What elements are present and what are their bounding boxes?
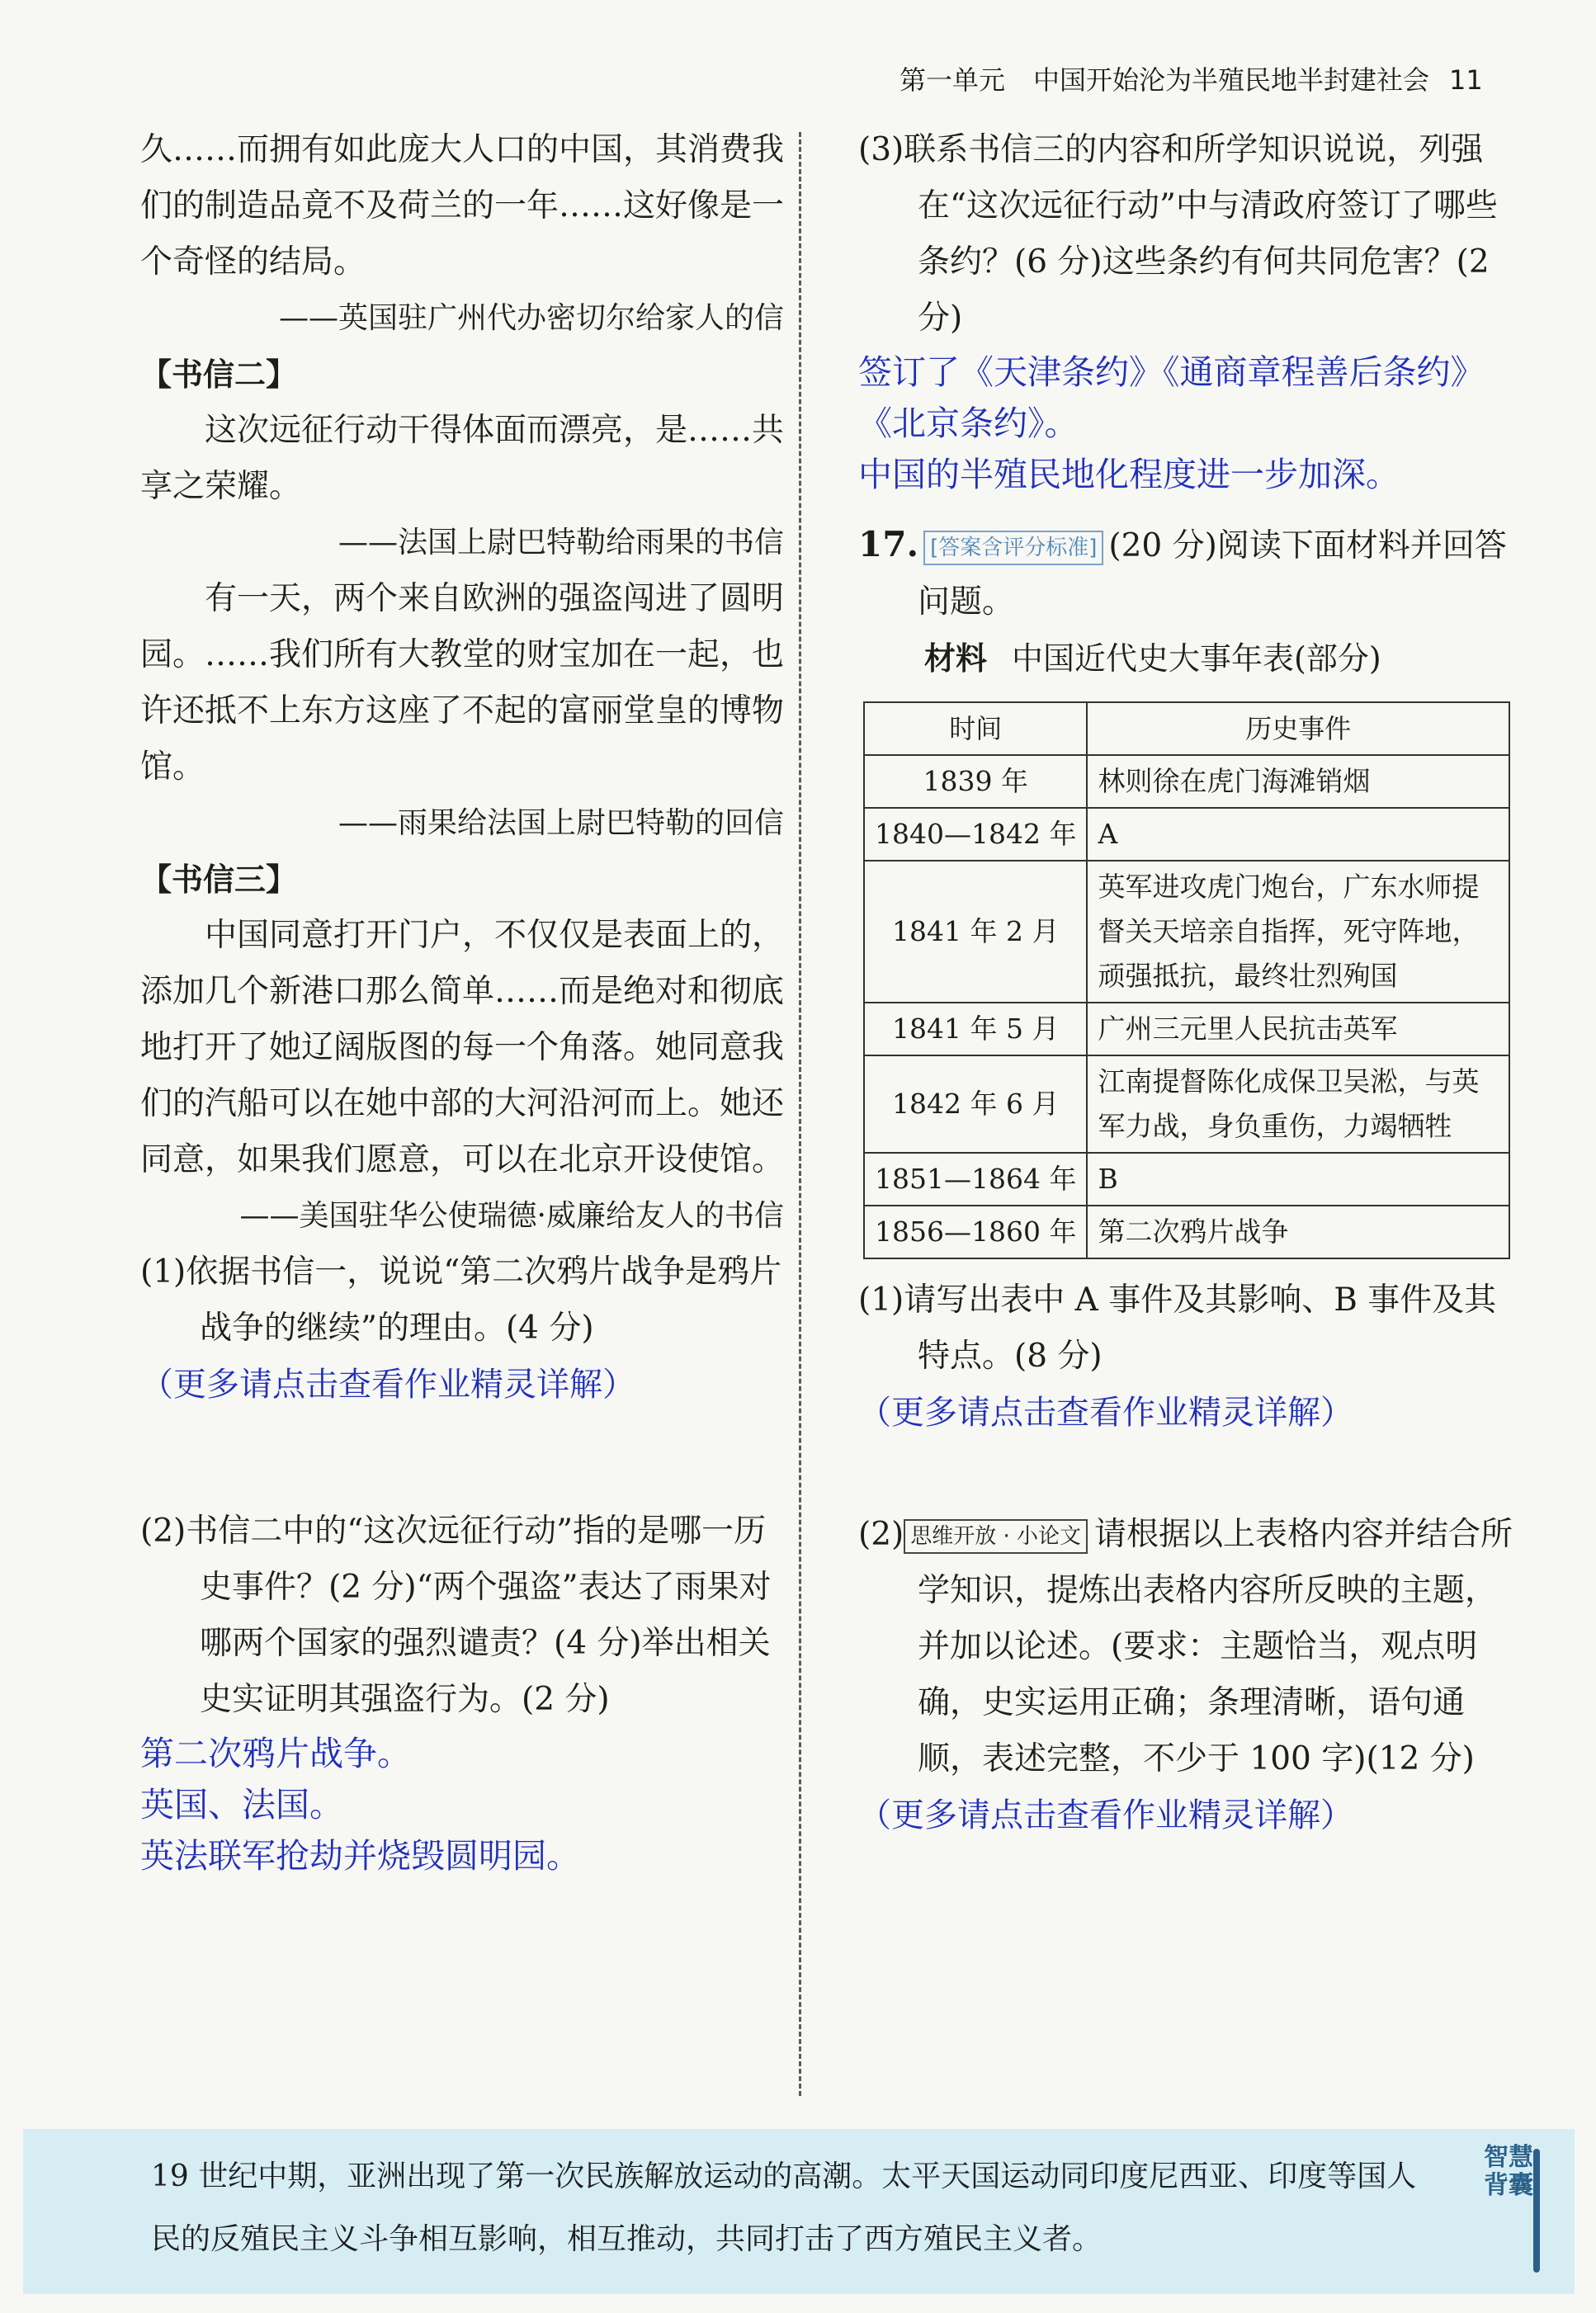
row-event: 林则徐在虎门海滩销烟	[1087, 755, 1509, 808]
question-1: (1)依据书信一，说说“第二次鸦片战争是鸦片战争的继续”的理由。(4 分)	[140, 1253, 782, 1347]
q17-1-more-link[interactable]: （更多请点击查看作业精灵详解）	[858, 1394, 1353, 1432]
question-17-2	[858, 1507, 1518, 1787]
letter1-tail: 久……而拥有如此庞大人口的中国，其消费我们的制造品竟不及荷兰的一年……这好像是一个奇怪的结局。	[140, 131, 785, 281]
page-header	[900, 59, 1527, 101]
unit-label: 第一单元	[900, 64, 1006, 96]
q17-2-more-link[interactable]: （更多请点击查看作业精灵详解）	[858, 1796, 1353, 1834]
row-event: 广州三元里人民抗击英军	[1087, 1003, 1509, 1055]
row-time: 1839 年	[864, 755, 1087, 808]
q3-answer-1: 签订了《天津条约》《通商章程善后条约》《北京条约》。	[858, 352, 1485, 443]
row-event: 第二次鸦片战争	[1087, 1206, 1509, 1258]
open-thinking-tag: 思维开放 · 小论文	[904, 1519, 1088, 1554]
table-header-row	[864, 702, 1509, 755]
letter3-heading: 【书信三】	[140, 861, 298, 898]
answer-tag[interactable]: [答案含评分标准]	[923, 531, 1103, 565]
footer-bar	[1533, 2149, 1540, 2273]
q17-2-prefix: (2)	[858, 1516, 904, 1553]
row-event: A	[1087, 808, 1509, 861]
row-time: 1842 年 6 月	[864, 1055, 1087, 1153]
q17-number: 17.	[858, 524, 919, 564]
letter2-signature: ——法国上尉巴特勒给雨果的书信	[338, 526, 784, 559]
row-time: 1841 年 2 月	[864, 861, 1087, 1003]
row-time: 1840—1842 年	[864, 808, 1087, 861]
q17-2-text: 请根据以上表格内容并结合所学知识，提炼出表格内容所反映的主题，并加以论述。(要求：主题恰当，观点明确，史实运用正确；条理清晰，语句通顺，表述完整，不少于 100 字)(12 分)	[918, 1516, 1513, 1777]
hugo-reply-paragraph: 有一天，两个来自欧洲的强盗闯进了圆明园。……我们所有大教堂的财宝加在一起，也许还抵不上东方这座了不起的富丽堂皇的博物馆。	[140, 580, 785, 786]
footer-badge: 智慧背囊	[1484, 2143, 1533, 2200]
q2-answer-3: 英法联军抢劫并烧毁圆明园。	[140, 1836, 580, 1876]
question-17	[858, 517, 1518, 630]
q17-text: (20 分)阅读下面材料并回答问题。	[918, 527, 1507, 621]
row-time: 1851—1864 年	[864, 1153, 1087, 1206]
hugo-reply-signature: ——雨果给法国上尉巴特勒的回信	[338, 806, 784, 840]
row-time: 1841 年 5 月	[864, 1003, 1087, 1055]
header-time: 时间	[864, 702, 1087, 755]
header-event: 历史事件	[1087, 702, 1509, 755]
chapter-title: 中国开始沦为半殖民地半封建社会	[1033, 64, 1430, 96]
q1-more-link[interactable]: （更多请点击查看作业精灵详解）	[140, 1366, 635, 1404]
row-event: 英军进攻虎门炮台，广东水师提督关天培亲自指挥，死守阵地，顽强抵抗，最终壮烈殉国	[1087, 861, 1509, 1003]
column-divider	[799, 132, 801, 2096]
right-column	[858, 122, 1518, 1843]
letter1-signature: ——英国驻广州代办密切尔给家人的信	[278, 301, 784, 335]
question-3: (3)联系书信三的内容和所学知识说说，列强在“这次远征行动”中与清政府签订了哪些条约？(6 分)这些条约有何共同危害？(2 分)	[858, 131, 1498, 337]
q2-answer-1: 第二次鸦片战争。	[140, 1734, 411, 1773]
question-2: (2)书信二中的“这次远征行动”指的是哪一历史事件？(2 分)“两个强盗”表达了雨果对哪两个国家的强烈谴责？(4 分)举出相关史实证明其强盗行为。(2 分)	[140, 1513, 772, 1718]
row-time: 1856—1860 年	[864, 1206, 1087, 1258]
wisdom-footer	[23, 2129, 1575, 2294]
events-table	[863, 701, 1510, 1259]
letter2-paragraph: 这次远征行动干得体面而漂亮，是……共享之荣耀。	[140, 412, 785, 505]
left-column	[140, 122, 784, 1881]
footer-text: 19 世纪中期，亚洲出现了第一次民族解放运动的高潮。太平天国运动同印度尼西亚、印度等国人民的反殖民主义斗争相互影响，相互推动，共同打击了西方殖民主义者。	[151, 2160, 1417, 2256]
table-row	[864, 1055, 1509, 1153]
table-row	[864, 1003, 1509, 1055]
material-label: 材料	[924, 640, 988, 677]
q2-answer-2: 英国、法国。	[140, 1785, 343, 1824]
table-row	[864, 861, 1509, 1003]
letter2-heading: 【书信二】	[140, 356, 298, 393]
page-number: 11	[1449, 64, 1483, 96]
letter3-signature: ——美国驻华公使瑞德·威廉给友人的书信	[239, 1199, 784, 1233]
q3-answer-2: 中国的半殖民地化程度进一步加深。	[858, 455, 1400, 494]
letter3-paragraph: 中国同意打开门户，不仅仅是表面上的，添加几个新港口那么简单……而是绝对和彻底地打开了她辽阔版图的每一个角落。她同意我们的汽船可以在她中部的大河沿河而上。她还同意，如果我们愿意，可以在北京开设使馆。	[140, 917, 785, 1178]
table-row	[864, 1153, 1509, 1206]
table-row	[864, 1206, 1509, 1258]
material-title: 中国近代史大事年表(部分)	[1012, 640, 1381, 677]
material-caption	[858, 630, 1518, 687]
table-row	[864, 755, 1509, 808]
row-event: B	[1087, 1153, 1509, 1206]
table-row	[864, 808, 1509, 861]
row-event: 江南提督陈化成保卫吴淞，与英军力战，身负重伤，力竭牺牲	[1087, 1055, 1509, 1153]
question-17-1: (1)请写出表中 A 事件及其影响、B 事件及其特点。(8 分)	[858, 1282, 1497, 1375]
